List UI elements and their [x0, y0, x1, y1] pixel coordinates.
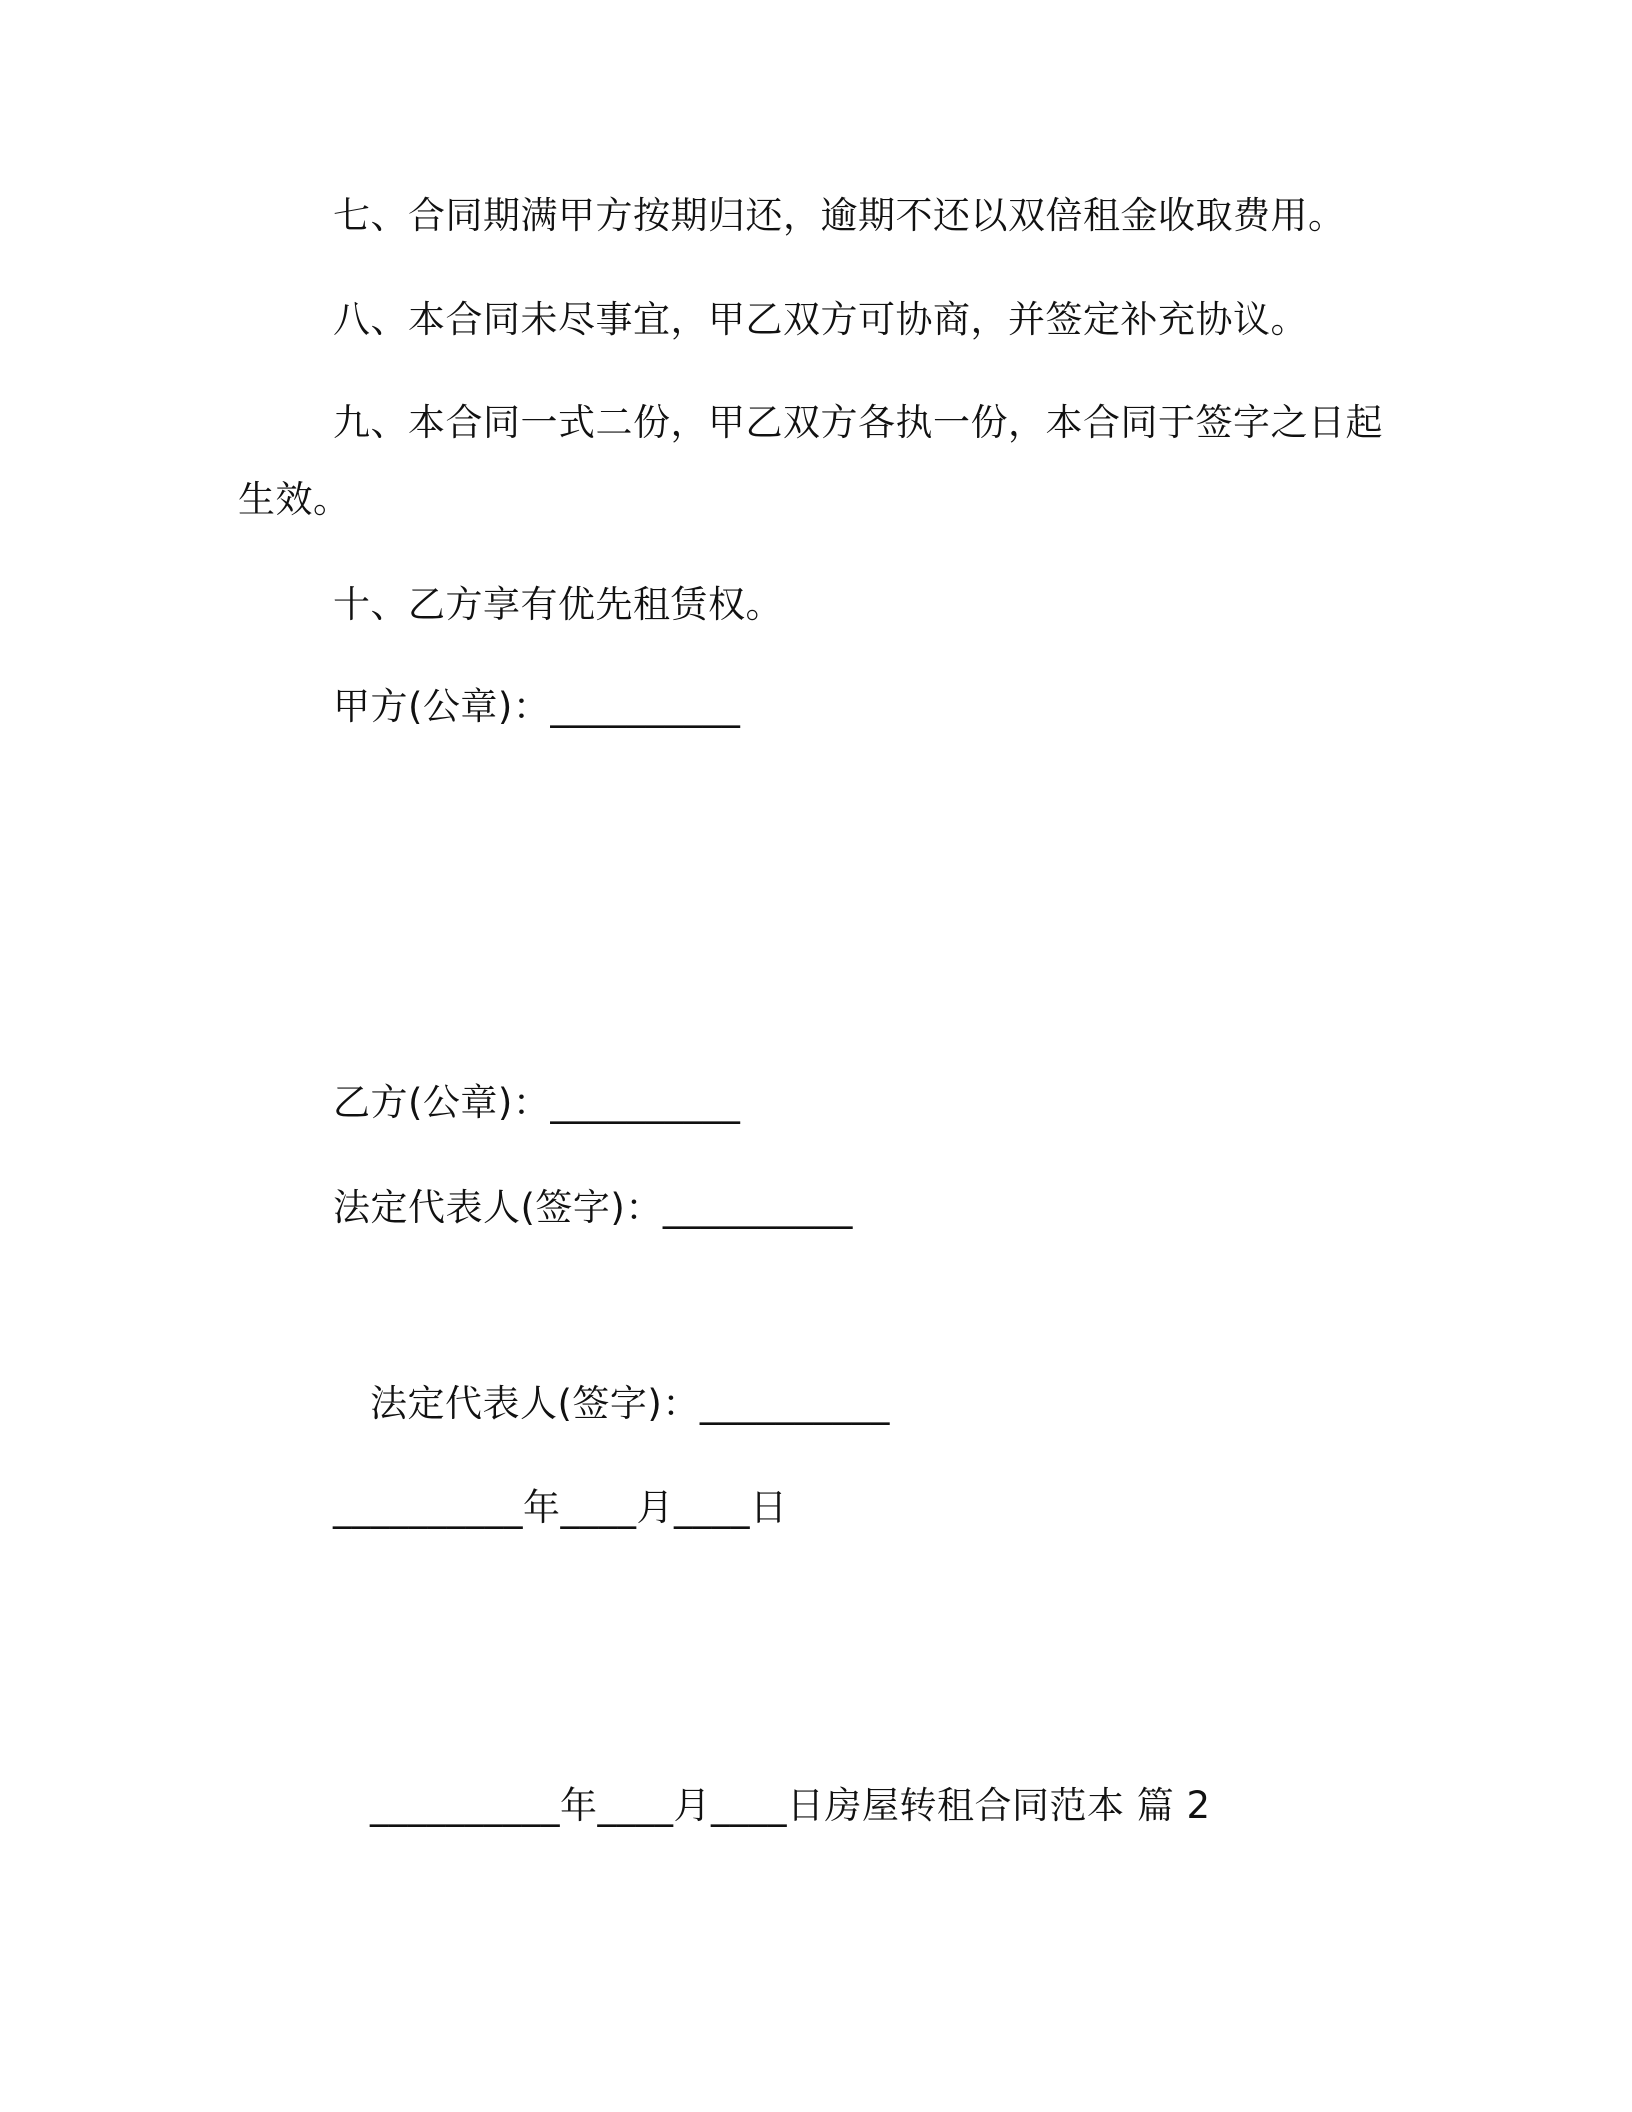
- party-b-seal-line: 乙方(公章)：__________: [333, 1081, 741, 1124]
- next-contract-heading: __________年____月____日房屋转租合同范本 篇 2: [370, 1784, 1211, 1827]
- signing-date-line: __________年____月____日: [333, 1486, 788, 1529]
- party-a-seal-line: 甲方(公章)：__________: [333, 685, 741, 728]
- clause-9-line-2: 生效。: [238, 478, 351, 521]
- legal-representative-signature-line: 法定代表人(签字)：__________: [333, 1186, 853, 1229]
- clause-10: 十、乙方享有优先租赁权。: [333, 583, 783, 626]
- legal-representative-signature-line-2: 法定代表人(签字)：__________: [370, 1382, 890, 1425]
- clause-8: 八、本合同未尽事宜，甲乙双方可协商，并签定补充协议。: [333, 298, 1308, 341]
- clause-7: 七、合同期满甲方按期归还，逾期不还以双倍租金收取费用。: [333, 194, 1346, 237]
- clause-9-line-1: 九、本合同一式二份，甲乙双方各执一份，本合同于签字之日起: [333, 401, 1383, 444]
